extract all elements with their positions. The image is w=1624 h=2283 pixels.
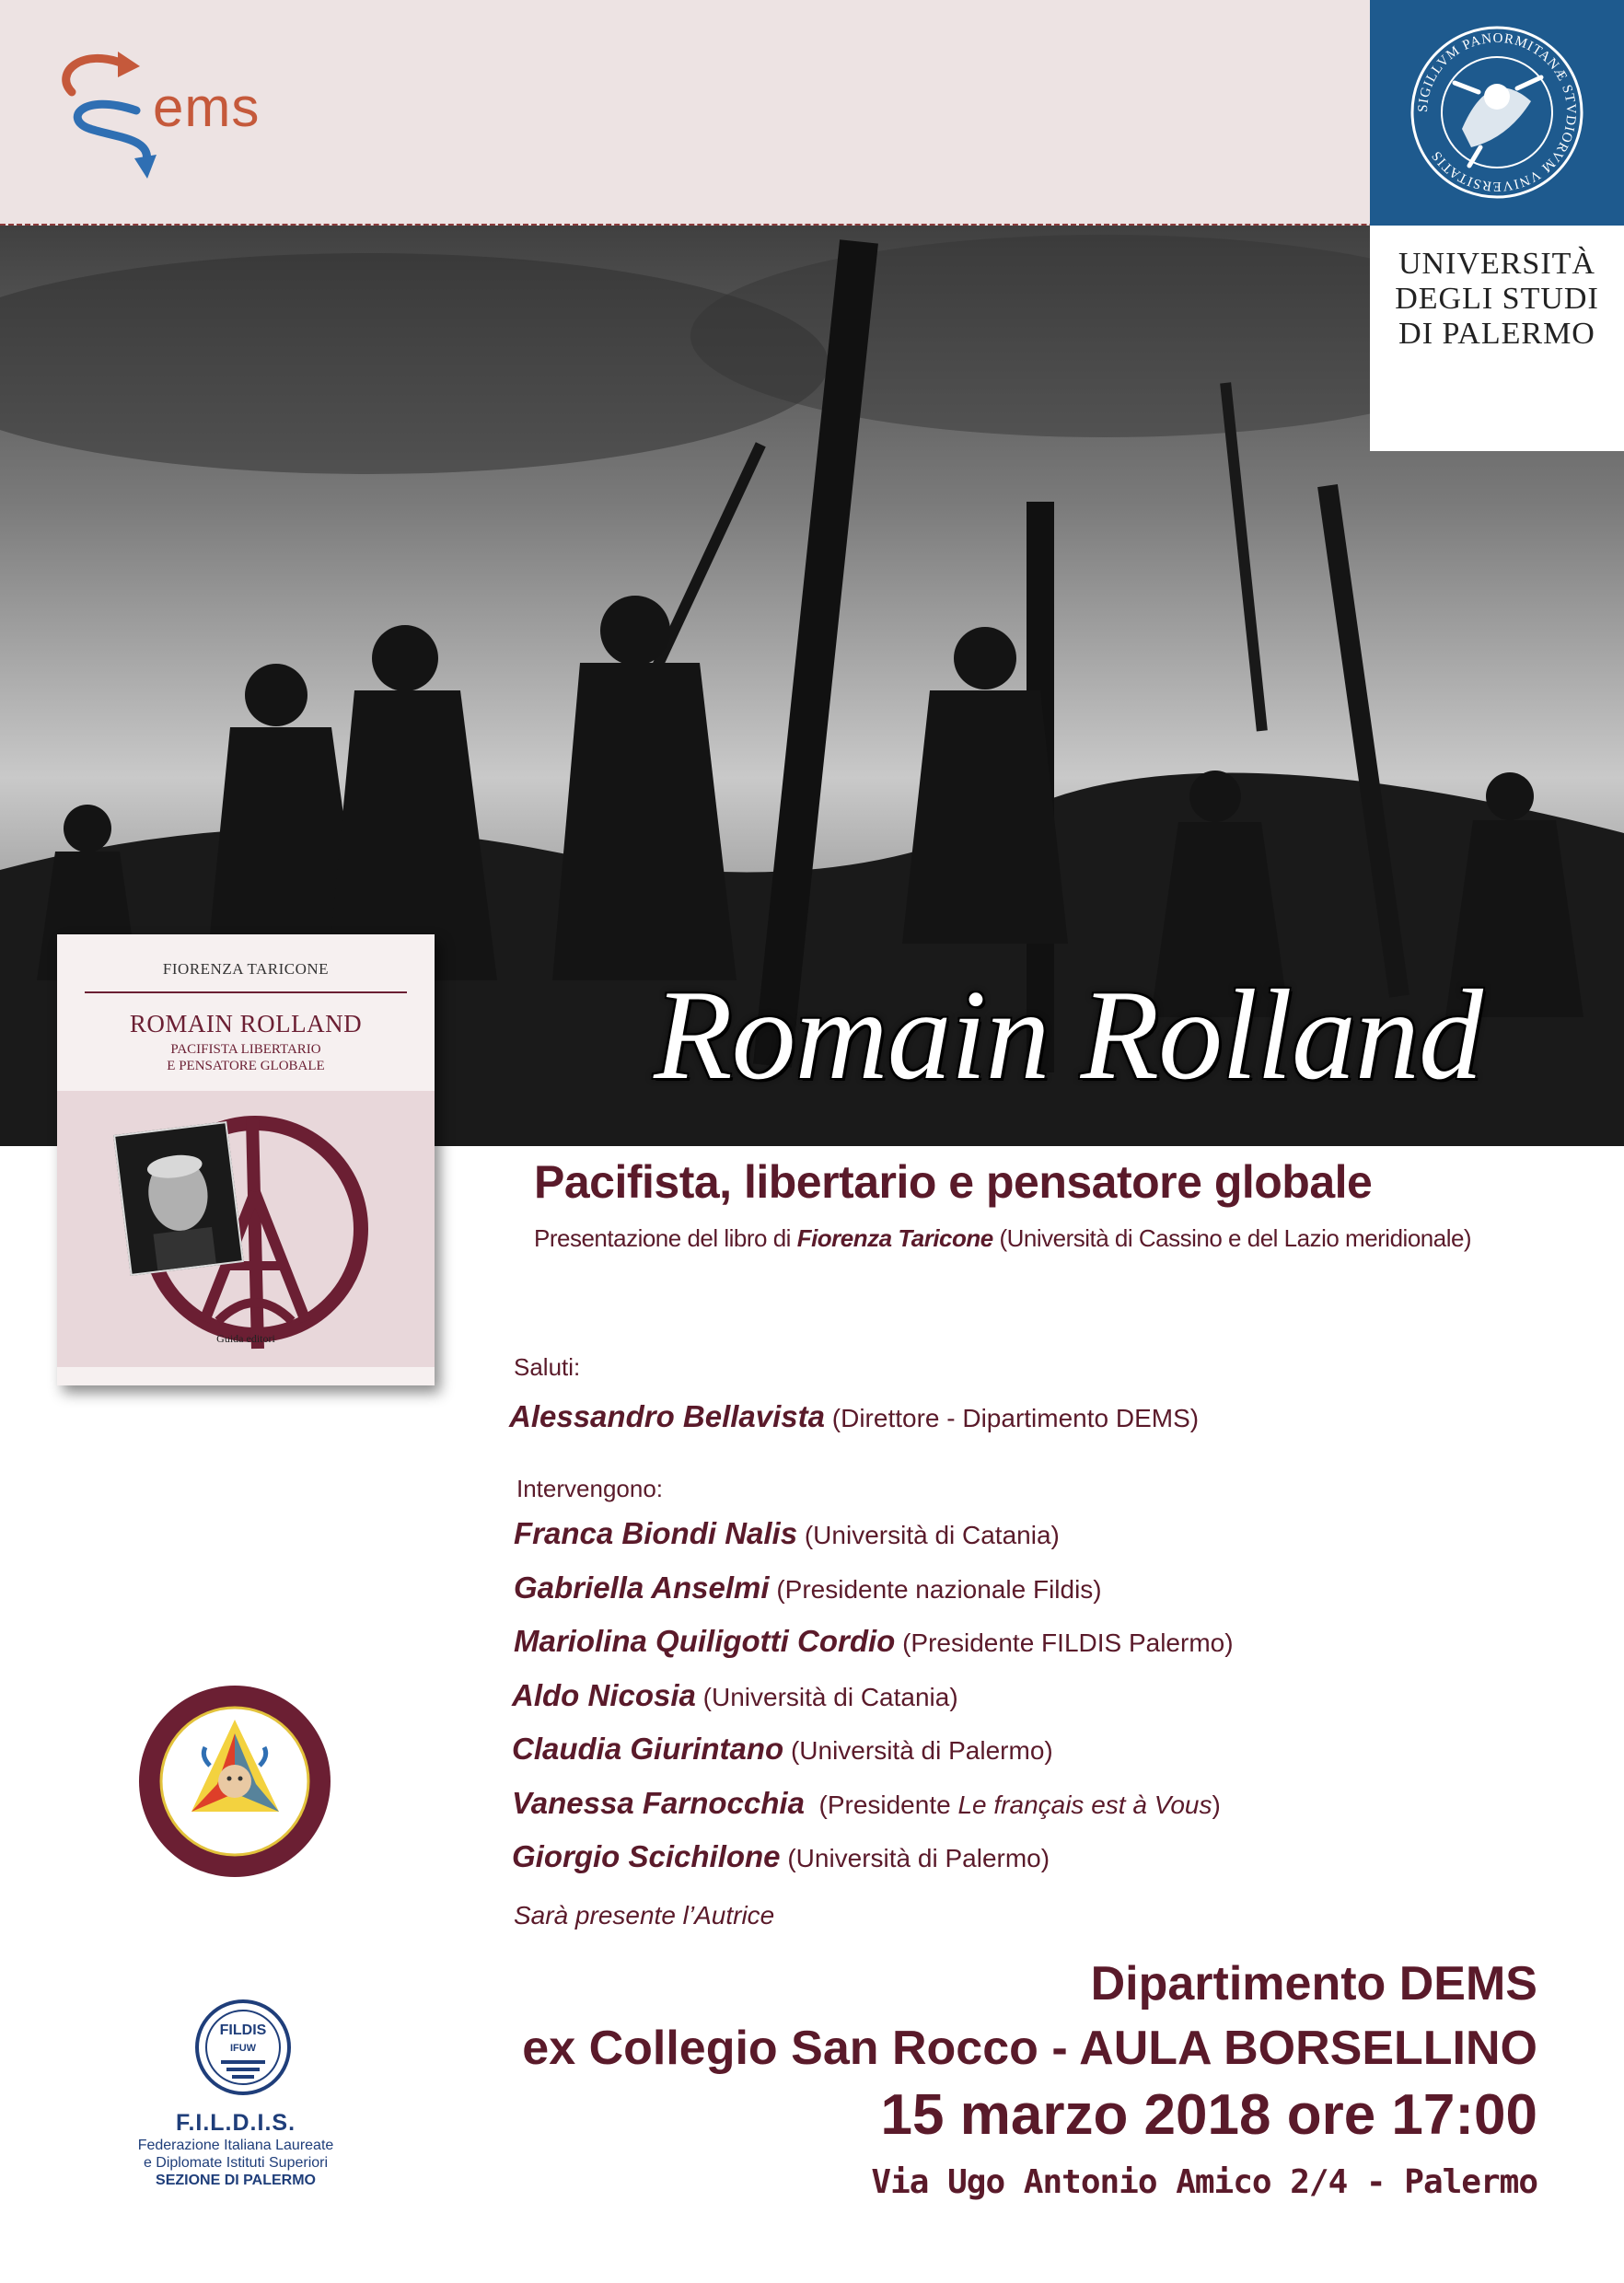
peace-eiffel-icon [57, 1091, 435, 1367]
fildis-name: F.I.L.D.I.S. [175, 2110, 296, 2136]
speaker-affiliation: (Università di Catania) [797, 1521, 1060, 1549]
speaker-affiliation: (Università di Palermo) [783, 1736, 1053, 1765]
speaker-affiliation-suffix: ) [1212, 1790, 1221, 1819]
greetings-label: Saluti: [514, 1353, 581, 1381]
dems-logo [44, 37, 265, 184]
book-rule [85, 991, 407, 993]
speaker-entry [512, 1678, 958, 1713]
speaker-affiliation: (Università di Catania) [695, 1683, 958, 1711]
university-name-line: DEGLI STUDI [1395, 282, 1599, 316]
fildis-badge-subtext: IFUW [229, 2043, 257, 2054]
speaker-name: Gabriella Anselmi [514, 1570, 770, 1605]
speaker-name: Giorgio Scichilone [512, 1839, 781, 1873]
university-seal [1370, 0, 1624, 226]
fildis-section: SEZIONE DI PALERMO [156, 2173, 316, 2188]
speaker-affiliation: (Direttore - Dipartimento DEMS) [825, 1404, 1200, 1432]
trinacria-logo-icon [136, 1683, 333, 1880]
university-name-line: UNIVERSITÀ [1398, 247, 1595, 281]
speaker-affiliation: (Presidente nazionale Fildis) [769, 1575, 1102, 1604]
venue-room: ex Collegio San Rocco - AULA BORSELLINO [522, 2022, 1537, 2075]
page-subtitle: Pacifista, libertario e pensatore globale [534, 1156, 1373, 1208]
event-datetime: 15 marzo 2018 ore 17:00 [880, 2083, 1537, 2147]
speaker-affiliation: (Università di Palermo) [780, 1844, 1050, 1872]
fildis-logo [193, 1998, 293, 2097]
speaker-name: Alessandro Bellavista [509, 1399, 825, 1433]
speakers-label: Intervengono: [516, 1475, 664, 1502]
university-seal-icon [1370, 0, 1624, 226]
speaker-name: Claudia Giurintano [512, 1732, 784, 1766]
speaker-entry [512, 1732, 1053, 1767]
fildis-caption [88, 2110, 383, 2189]
dems-logo-text: ems [153, 76, 261, 138]
author-portrait-image [113, 1121, 244, 1276]
book-presentation-line [534, 1224, 1471, 1253]
speaker-entry [512, 1786, 1221, 1821]
presentation-prefix: Presentazione del libro di [534, 1224, 797, 1252]
speaker-affiliation: (Presidente [804, 1790, 958, 1819]
speaker-name: Aldo Nicosia [512, 1678, 696, 1712]
speaker-affiliation-italic: Le français est à Vous [957, 1790, 1212, 1819]
university-logo [1370, 0, 1624, 451]
book-cover [57, 934, 435, 1385]
venue-address: Via Ugo Antonio Amico 2/4 - Palermo [871, 2163, 1537, 2201]
greetings-entry [509, 1399, 1199, 1434]
fildis-description: Federazione Italiana Laureate [137, 2138, 334, 2153]
university-name [1370, 247, 1624, 352]
author-note: Sarà presente l’Autrice [514, 1901, 775, 1930]
speaker-name: Franca Biondi Nalis [514, 1516, 798, 1550]
presentation-author: Fiorenza Taricone [796, 1224, 993, 1252]
page-title: Romain Rolland [654, 964, 1482, 1107]
venue-department: Dipartimento DEMS [1090, 1957, 1537, 2011]
speaker-entry [512, 1839, 1050, 1874]
book-title: ROMAIN ROLLAND [129, 1010, 363, 1037]
association-logo [136, 1683, 333, 1880]
speaker-entry [514, 1570, 1102, 1605]
book-author: FIORENZA TARICONE [162, 960, 330, 978]
presentation-affiliation: (Università di Cassino e del Lazio meridionale) [992, 1224, 1472, 1252]
fildis-badge-icon [193, 1998, 293, 2097]
svg-text:SIGILLVM PANORMITANÆ STVDIORVM: SIGILLVM PANORMITANÆ STVDIORVM VNIVERSITATIS [1415, 30, 1579, 194]
book-subtitle-line: E PENSATORE GLOBALE [167, 1059, 325, 1073]
speaker-name: Mariolina Quiligotti Cordio [514, 1624, 896, 1658]
book-publisher: Guida editori [216, 1332, 275, 1345]
book-subtitle [57, 1041, 435, 1074]
speaker-affiliation: (Presidente FILDIS Palermo) [895, 1628, 1234, 1657]
speaker-entry [514, 1624, 1234, 1659]
fildis-badge-text: FILDIS [219, 2022, 267, 2038]
university-name-line: DI PALERMO [1398, 317, 1595, 351]
venue-block [460, 1952, 1537, 2215]
speaker-name: Vanessa Farnocchia [512, 1786, 805, 1820]
speaker-entry [514, 1516, 1060, 1551]
book-cover-artwork [57, 1091, 435, 1367]
book-subtitle-line: PACIFISTA LIBERTARIO [170, 1042, 321, 1057]
fildis-description: e Diplomate Istituti Superiori [143, 2155, 329, 2171]
